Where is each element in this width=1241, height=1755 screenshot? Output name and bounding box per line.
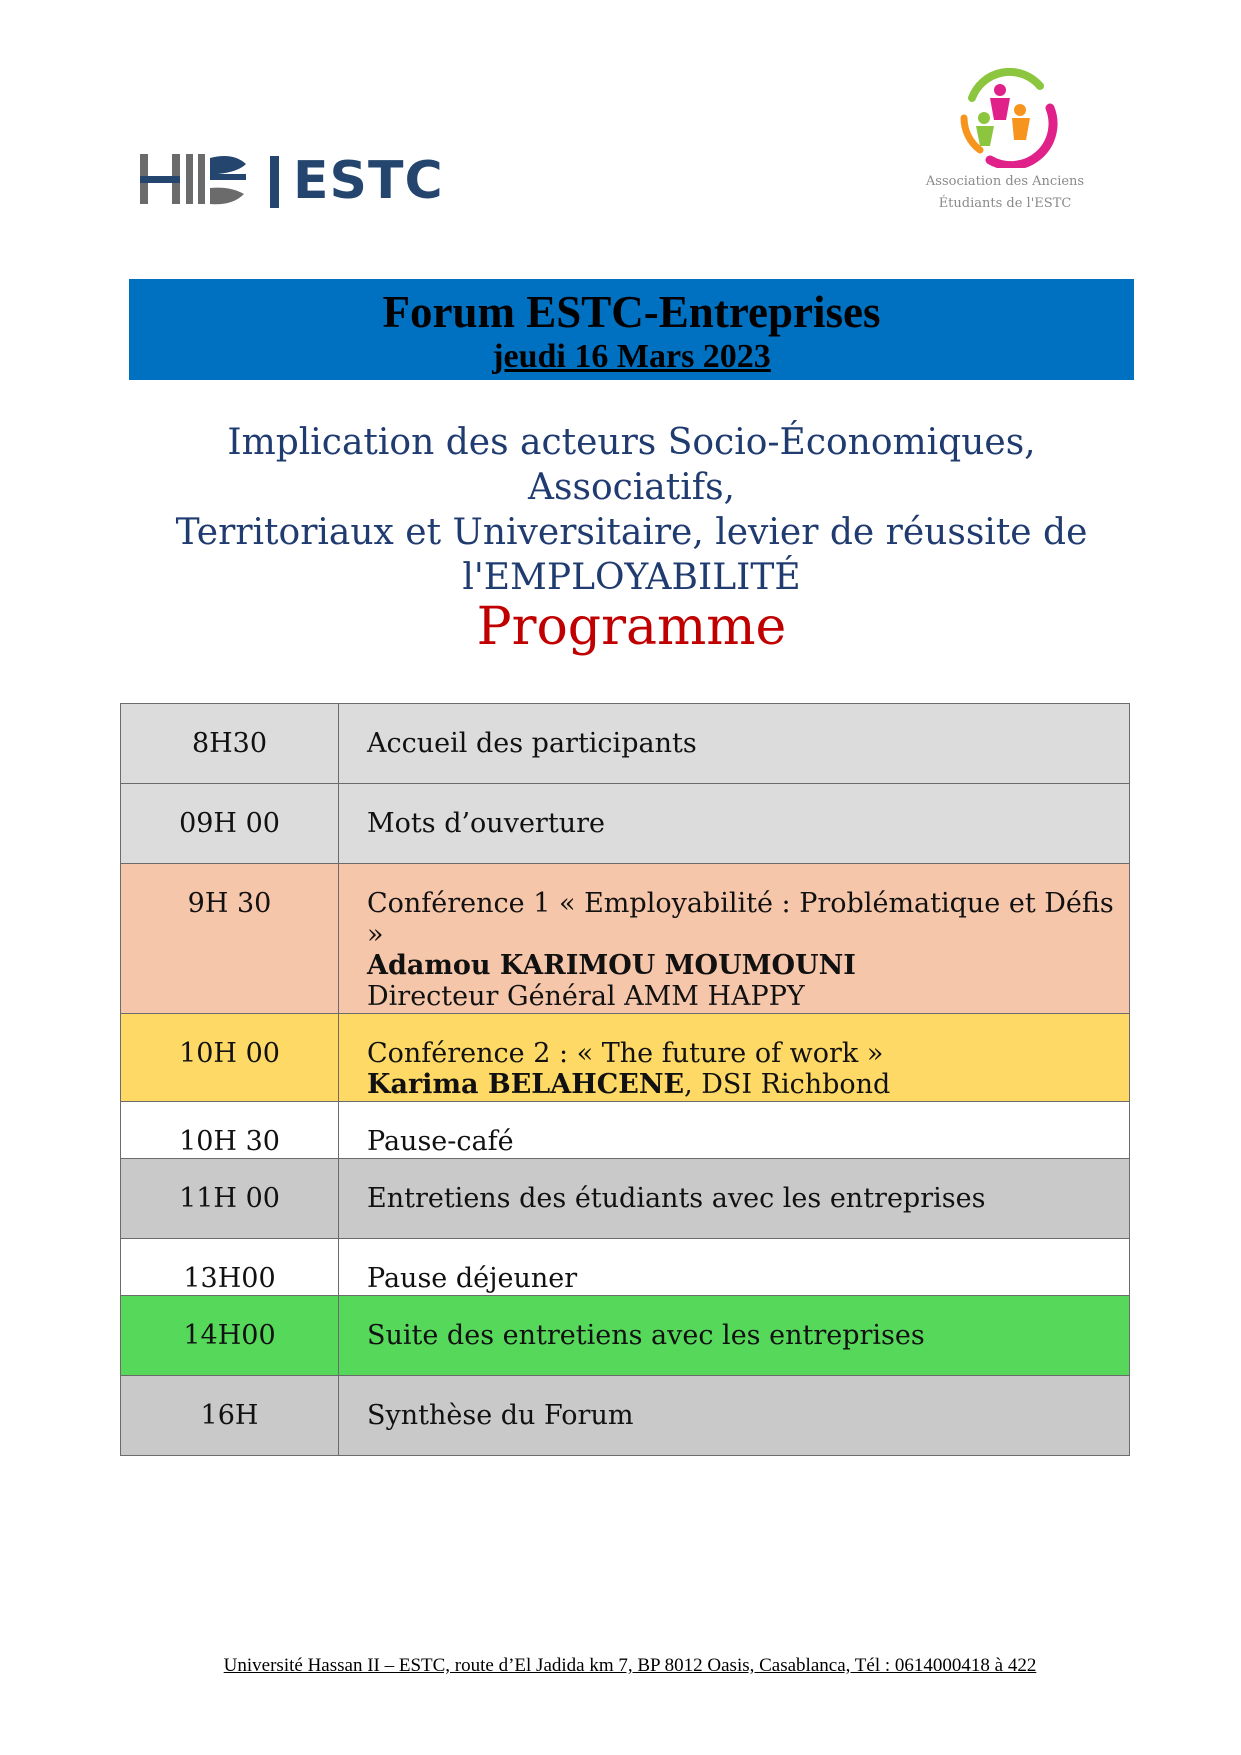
uh2-logo-icon <box>138 150 253 210</box>
theme-line-1: Implication des acteurs Socio-Économiques, Associatifs, <box>227 422 1036 508</box>
schedule-time: 10H 00 <box>121 1014 339 1102</box>
activity-text: Accueil des participants <box>367 728 697 759</box>
schedule-time: 09H 00 <box>121 784 339 864</box>
alumni-association-logo <box>920 68 1090 228</box>
association-name-line1: Association des Anciens <box>925 174 1085 189</box>
programme-table <box>120 703 1130 1456</box>
programme-heading: Programme <box>476 597 787 657</box>
schedule-row <box>121 1239 1130 1296</box>
activity-line <box>367 888 1128 950</box>
schedule-activity <box>339 1296 1130 1376</box>
activity-line <box>367 1069 1128 1100</box>
schedule-row <box>121 704 1130 784</box>
schedule-row <box>121 864 1130 1014</box>
schedule-row <box>121 1014 1130 1102</box>
activity-line <box>367 981 1128 1012</box>
activity-line <box>367 950 1128 981</box>
activity-text: Pause-café <box>367 1126 514 1157</box>
activity-text: Suite des entretiens avec les entreprises <box>367 1320 925 1351</box>
forum-theme <box>130 420 1133 600</box>
schedule-time: 8H30 <box>121 704 339 784</box>
schedule-time: 11H 00 <box>121 1159 339 1239</box>
schedule-activity <box>339 1102 1130 1159</box>
association-name-line2: Étudiants de l'ESTC <box>938 196 1072 211</box>
speaker-name: Adamou KARIMOU MOUMOUNI <box>367 950 856 981</box>
activity-text: Conférence 2 : « The future of work » <box>367 1038 884 1069</box>
schedule-time: 13H00 <box>121 1239 339 1296</box>
theme-line-2: Territoriaux et Universitaire, levier de réussite de <box>175 512 1088 553</box>
schedule-activity <box>339 1159 1130 1239</box>
activity-text: Conférence 1 « Employabilité : Problématique et Défis » <box>367 888 1114 950</box>
people-circle-icon <box>950 68 1060 168</box>
schedule-time: 16H <box>121 1376 339 1456</box>
schedule-row <box>121 784 1130 864</box>
schedule-row <box>121 1376 1130 1456</box>
schedule-activity <box>339 864 1130 1014</box>
schedule-activity <box>339 784 1130 864</box>
activity-text: Synthèse du Forum <box>367 1400 634 1431</box>
footer-address: Université Hassan II – ESTC, route d’El Jadida km 7, BP 8012 Oasis, Casablanca, Tél : 0614000418 à 422 <box>223 1655 1037 1676</box>
activity-line <box>367 728 1128 759</box>
schedule-time: 14H00 <box>121 1296 339 1376</box>
schedule-activity <box>339 1014 1130 1102</box>
forum-title: Forum ESTC-Entreprises <box>382 287 881 337</box>
schedule-time: 9H 30 <box>121 864 339 1014</box>
schedule-activity <box>339 1239 1130 1296</box>
activity-text: Pause déjeuner <box>367 1263 578 1294</box>
logo-separator <box>270 156 279 208</box>
theme-line-3: l'EMPLOYABILITÉ <box>462 557 801 598</box>
activity-line <box>367 1400 1128 1431</box>
schedule-activity <box>339 704 1130 784</box>
activity-line <box>367 1263 1128 1294</box>
forum-date: jeudi 16 Mars 2023 <box>492 338 771 375</box>
activity-text: Entretiens des étudiants avec les entreprises <box>367 1183 986 1214</box>
title-banner <box>129 279 1134 380</box>
uh2-estc-logo <box>138 148 458 218</box>
schedule-row <box>121 1296 1130 1376</box>
schedule-activity <box>339 1376 1130 1456</box>
schedule-time: 10H 30 <box>121 1102 339 1159</box>
activity-line <box>367 1126 1128 1157</box>
activity-line <box>367 1320 1128 1351</box>
activity-line <box>367 1183 1128 1214</box>
schedule-row <box>121 1102 1130 1159</box>
activity-text: Mots d’ouverture <box>367 808 605 839</box>
activity-text: Directeur Général AMM HAPPY <box>367 981 805 1012</box>
activity-text: , DSI Richbond <box>684 1069 891 1100</box>
speaker-name: Karima BELAHCENE <box>367 1069 685 1100</box>
estc-logo-text: ESTC <box>293 151 444 211</box>
activity-line <box>367 1038 1128 1069</box>
schedule-row <box>121 1159 1130 1239</box>
activity-line <box>367 808 1128 839</box>
